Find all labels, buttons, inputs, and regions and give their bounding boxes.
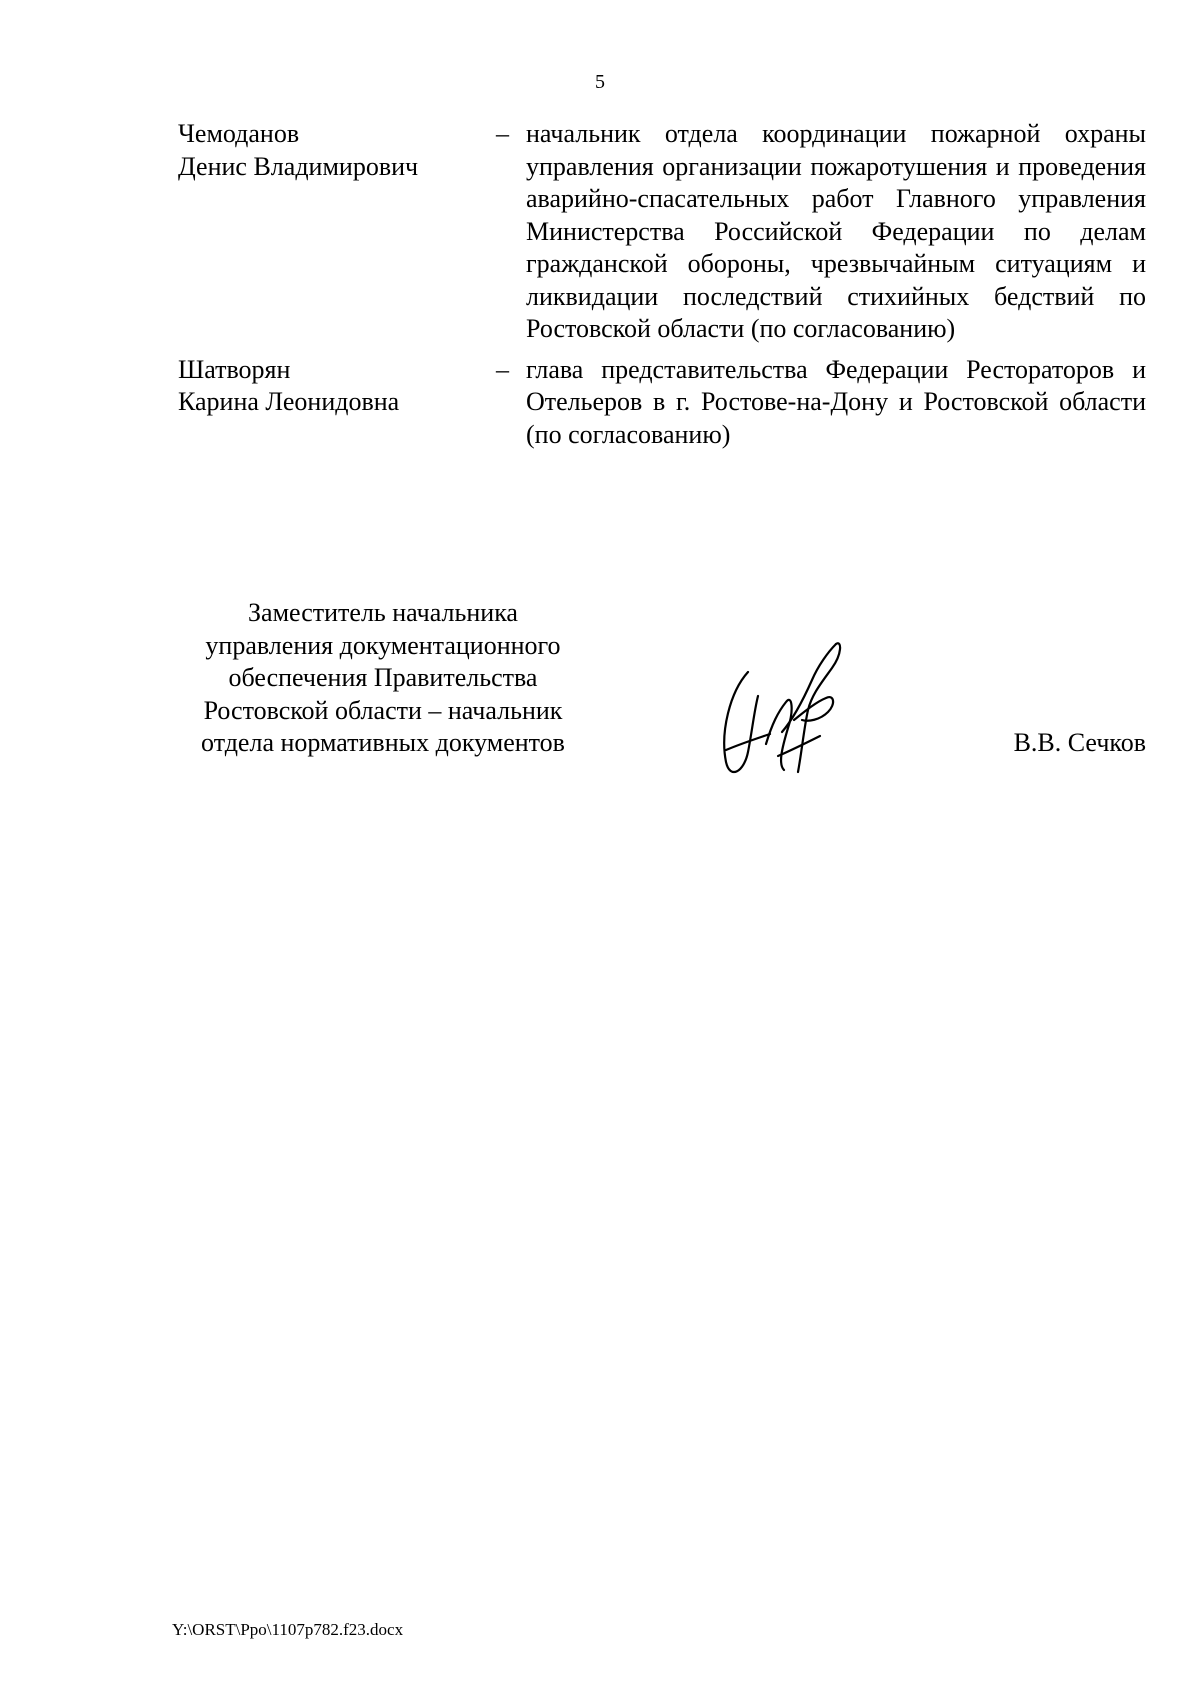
member-role: начальник отдела координации пожарной охраны управления организации пожаротушения и проведения аварийно-спасательных работ Главного управления Министерства Российской Федерации по делам гражданской обороны, чрезвычайным ситуациям и ликвидации последствий стихийных бедствий по Ростовской области (по согласованию) (526, 119, 1146, 343)
signer-name: В.В. Сечков (1013, 728, 1146, 757)
member-row (178, 354, 1146, 452)
signature-block (178, 597, 1146, 797)
page-number: 5 (595, 71, 605, 93)
member-surname: Шатворян (178, 354, 291, 384)
member-dash: – (496, 354, 509, 384)
member-dash: – (496, 119, 509, 148)
handwritten-signature-icon (708, 632, 858, 782)
member-surname: Чемоданов (178, 119, 300, 148)
member-given-names: Карина Леонидовна (178, 387, 400, 416)
member-row (178, 118, 1146, 346)
member-name (178, 118, 496, 183)
signer-position-line: управления документационного (205, 630, 561, 660)
signer-position-line: Ростовской области – начальник (203, 695, 563, 725)
member-given-names: Денис Владимирович (178, 151, 419, 181)
member-list (178, 118, 1146, 459)
signer-position-line: отдела нормативных документов (201, 728, 565, 757)
signer-position-line: обеспечения Правительства (228, 663, 538, 692)
signer-position-line: Заместитель начальника (248, 598, 518, 627)
file-path: Y:\ORST\Ppo\1107p782.f23.docx (172, 1620, 404, 1639)
signer-position (178, 597, 588, 760)
member-role: глава представительства Федерации Рестораторов и Отельеров в г. Ростове-на-Дону и Ростовской области (по согласованию) (526, 354, 1146, 449)
member-name (178, 354, 496, 419)
